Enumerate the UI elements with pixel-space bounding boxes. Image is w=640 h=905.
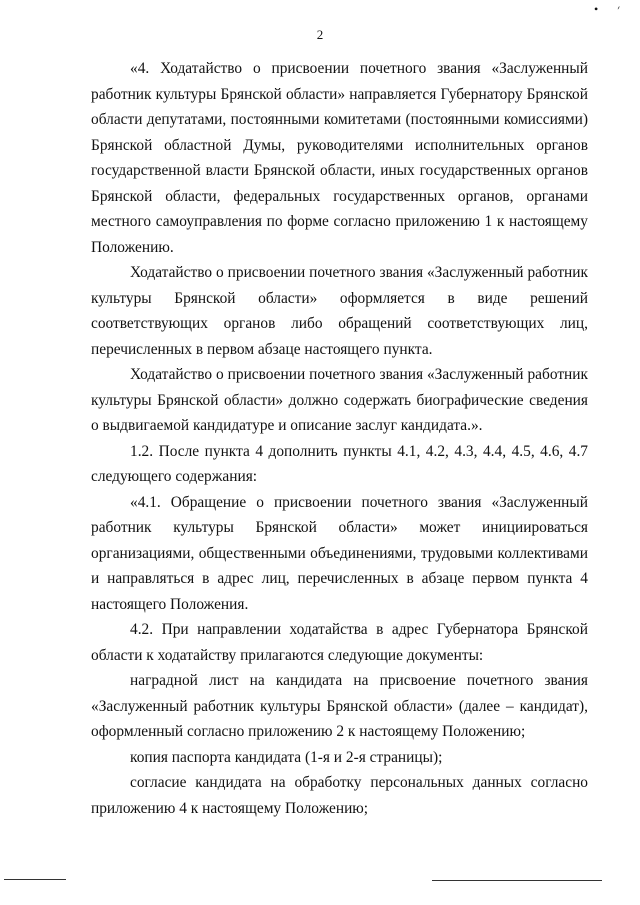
paragraph-amendment-1-2: 1.2. После пункта 4 дополнить пункты 4.1, 4.2, 4.3, 4.4, 4.5, 4.6, 4.7 следующего содержания: bbox=[91, 442, 588, 485]
paragraph-item-4: «4. Ходатайство о присвоении почетного звания «Заслуженный работник культуры Брянской области» направляется Губернатору Брянской области депутатами, постоянными комитетами (постоянными комиссиями) Брянской областной Думы, руководителями исполнительных органов государственной власти Брянской области, иных государственных органов Брянской области, федеральных государственных органов, органами местного самоуправления по форме согласно приложению 1 к настоящему Положению. bbox=[91, 60, 588, 256]
page-number: 2 bbox=[316, 27, 324, 42]
document-body bbox=[91, 56, 588, 821]
paragraph-petition-form: Ходатайство о присвоении почетного звания «Заслуженный работник культуры Брянской области» оформляется в виде решений соответствующих органов либо обращений соответствующих лиц, перечисленных в первом абзаце настоящего пункта. bbox=[91, 264, 588, 358]
list-item-passport-copy: копия паспорта кандидата (1-я и 2-я страницы); bbox=[130, 748, 443, 766]
paragraph-petition-content: Ходатайство о присвоении почетного звания «Заслуженный работник культуры Брянской области» должно содержать биографические сведения о выдвигаемой кандидатуре и описание заслуг кандидата.». bbox=[91, 366, 588, 434]
footer-rule-left bbox=[4, 879, 66, 880]
paragraph-item-4-1: «4.1. Обращение о присвоении почетного звания «Заслуженный работник культуры Брянской области» может инициироваться организациями, общественными объединениями, трудовыми коллективами и направляться в адрес лиц, перечисленных в абзаце первом пункта 4 настоящего Положения. bbox=[91, 493, 588, 613]
scan-marks: • ׳ bbox=[594, 2, 628, 16]
list-item-data-consent: согласие кандидата на обработку персональных данных согласно приложению 4 к настоящему Положению; bbox=[91, 774, 588, 817]
footer-rule-right bbox=[432, 880, 602, 881]
list-item-award-sheet: наградной лист на кандидата на присвоение почетного звания «Заслуженный работник культуры Брянской области» (далее – кандидат), оформленный согласно приложению 2 к настоящему Положению; bbox=[91, 672, 588, 740]
paragraph-item-4-2: 4.2. При направлении ходатайства в адрес Губернатора Брянской области к ходатайству прилагаются следующие документы: bbox=[91, 621, 588, 664]
